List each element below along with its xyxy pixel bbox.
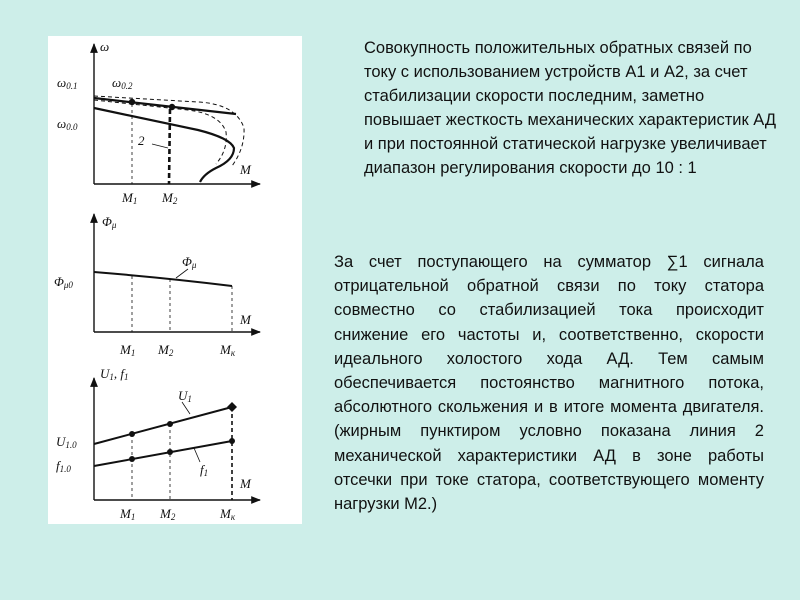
figure-panel bbox=[48, 36, 302, 524]
graph3-u10-label: U1.0 bbox=[56, 434, 77, 450]
graph1-curve-2-label: 2 bbox=[138, 133, 145, 148]
graph1-omega01-label: ω0.1 bbox=[57, 75, 78, 91]
graph2-phi0-label: Φμ0 bbox=[54, 274, 73, 290]
graph3-u-line-label: U1 bbox=[178, 388, 192, 404]
graph2-curve-label: Φμ bbox=[182, 254, 197, 270]
graph-speed bbox=[57, 39, 260, 206]
graphs-svg bbox=[48, 36, 302, 524]
graph3-x-label: M bbox=[240, 476, 251, 491]
graph3-f-leader bbox=[194, 448, 200, 462]
graph2-tick-m1: M1 bbox=[120, 342, 136, 358]
graph1-label-2-leader bbox=[152, 144, 168, 148]
graph1-y-label: ω bbox=[100, 39, 110, 54]
graph3-f-line bbox=[94, 441, 232, 466]
graph1-tick-m2: M2 bbox=[162, 190, 178, 206]
description-paragraph-bottom: За счет поступающего на сумматор ∑1 сигнала отрицательной обратной связи по току статора совместно со стабилизацией тока происходит снижение его частоты и, соответственно, скорости идеального холостого хода АД. Тем самым обеспечивается постоянство магнитного потока, абсолютного скольжения и в итоге момента двигателя. (жирным пунктиром условно показана линия 2 механической характеристики АД в зоне работы отсечки при токе статора, соответствующего моменту нагрузки М2.) bbox=[334, 253, 764, 514]
graph2-tick-mk: Mк bbox=[220, 342, 236, 358]
graph1-tick-m1: M1 bbox=[122, 190, 138, 206]
graph3-f10-label: f1.0 bbox=[56, 458, 71, 474]
graph1-line-2 bbox=[169, 109, 170, 184]
graph2-x-label: M bbox=[240, 312, 251, 327]
description-paragraph-top: Совокупность положительных обратных связей по току с использованием устройств А1 и А2, за счет стабилизации скорости последним, заметно повышает жесткость механических характеристик АД и при постоянной статической нагрузке увеличивает диапазон регулирования скорости до 10 : 1 bbox=[364, 39, 777, 177]
graph3-f-line-label: f1 bbox=[200, 462, 209, 478]
graph1-omega02-label: ω0.2 bbox=[112, 75, 133, 91]
graph2-flux-curve bbox=[94, 272, 232, 286]
graph3-tick-m2: M2 bbox=[160, 506, 176, 522]
graph1-x-label: M bbox=[240, 162, 251, 177]
graph-flux bbox=[54, 214, 260, 358]
graph3-tick-mk: Mк bbox=[220, 506, 236, 522]
graph3-u-line bbox=[94, 407, 232, 444]
graph3-y-label: U1, f1 bbox=[100, 366, 129, 382]
graph2-y-label: Φμ bbox=[102, 214, 117, 230]
graph1-solid-curve bbox=[94, 108, 234, 182]
graph-voltage-frequency bbox=[56, 366, 260, 522]
graph3-tick-m1: M1 bbox=[120, 506, 136, 522]
graph2-flux-leader bbox=[176, 269, 188, 278]
graph1-omega00-label: ω0.0 bbox=[57, 116, 78, 132]
graph2-tick-m2: M2 bbox=[158, 342, 174, 358]
